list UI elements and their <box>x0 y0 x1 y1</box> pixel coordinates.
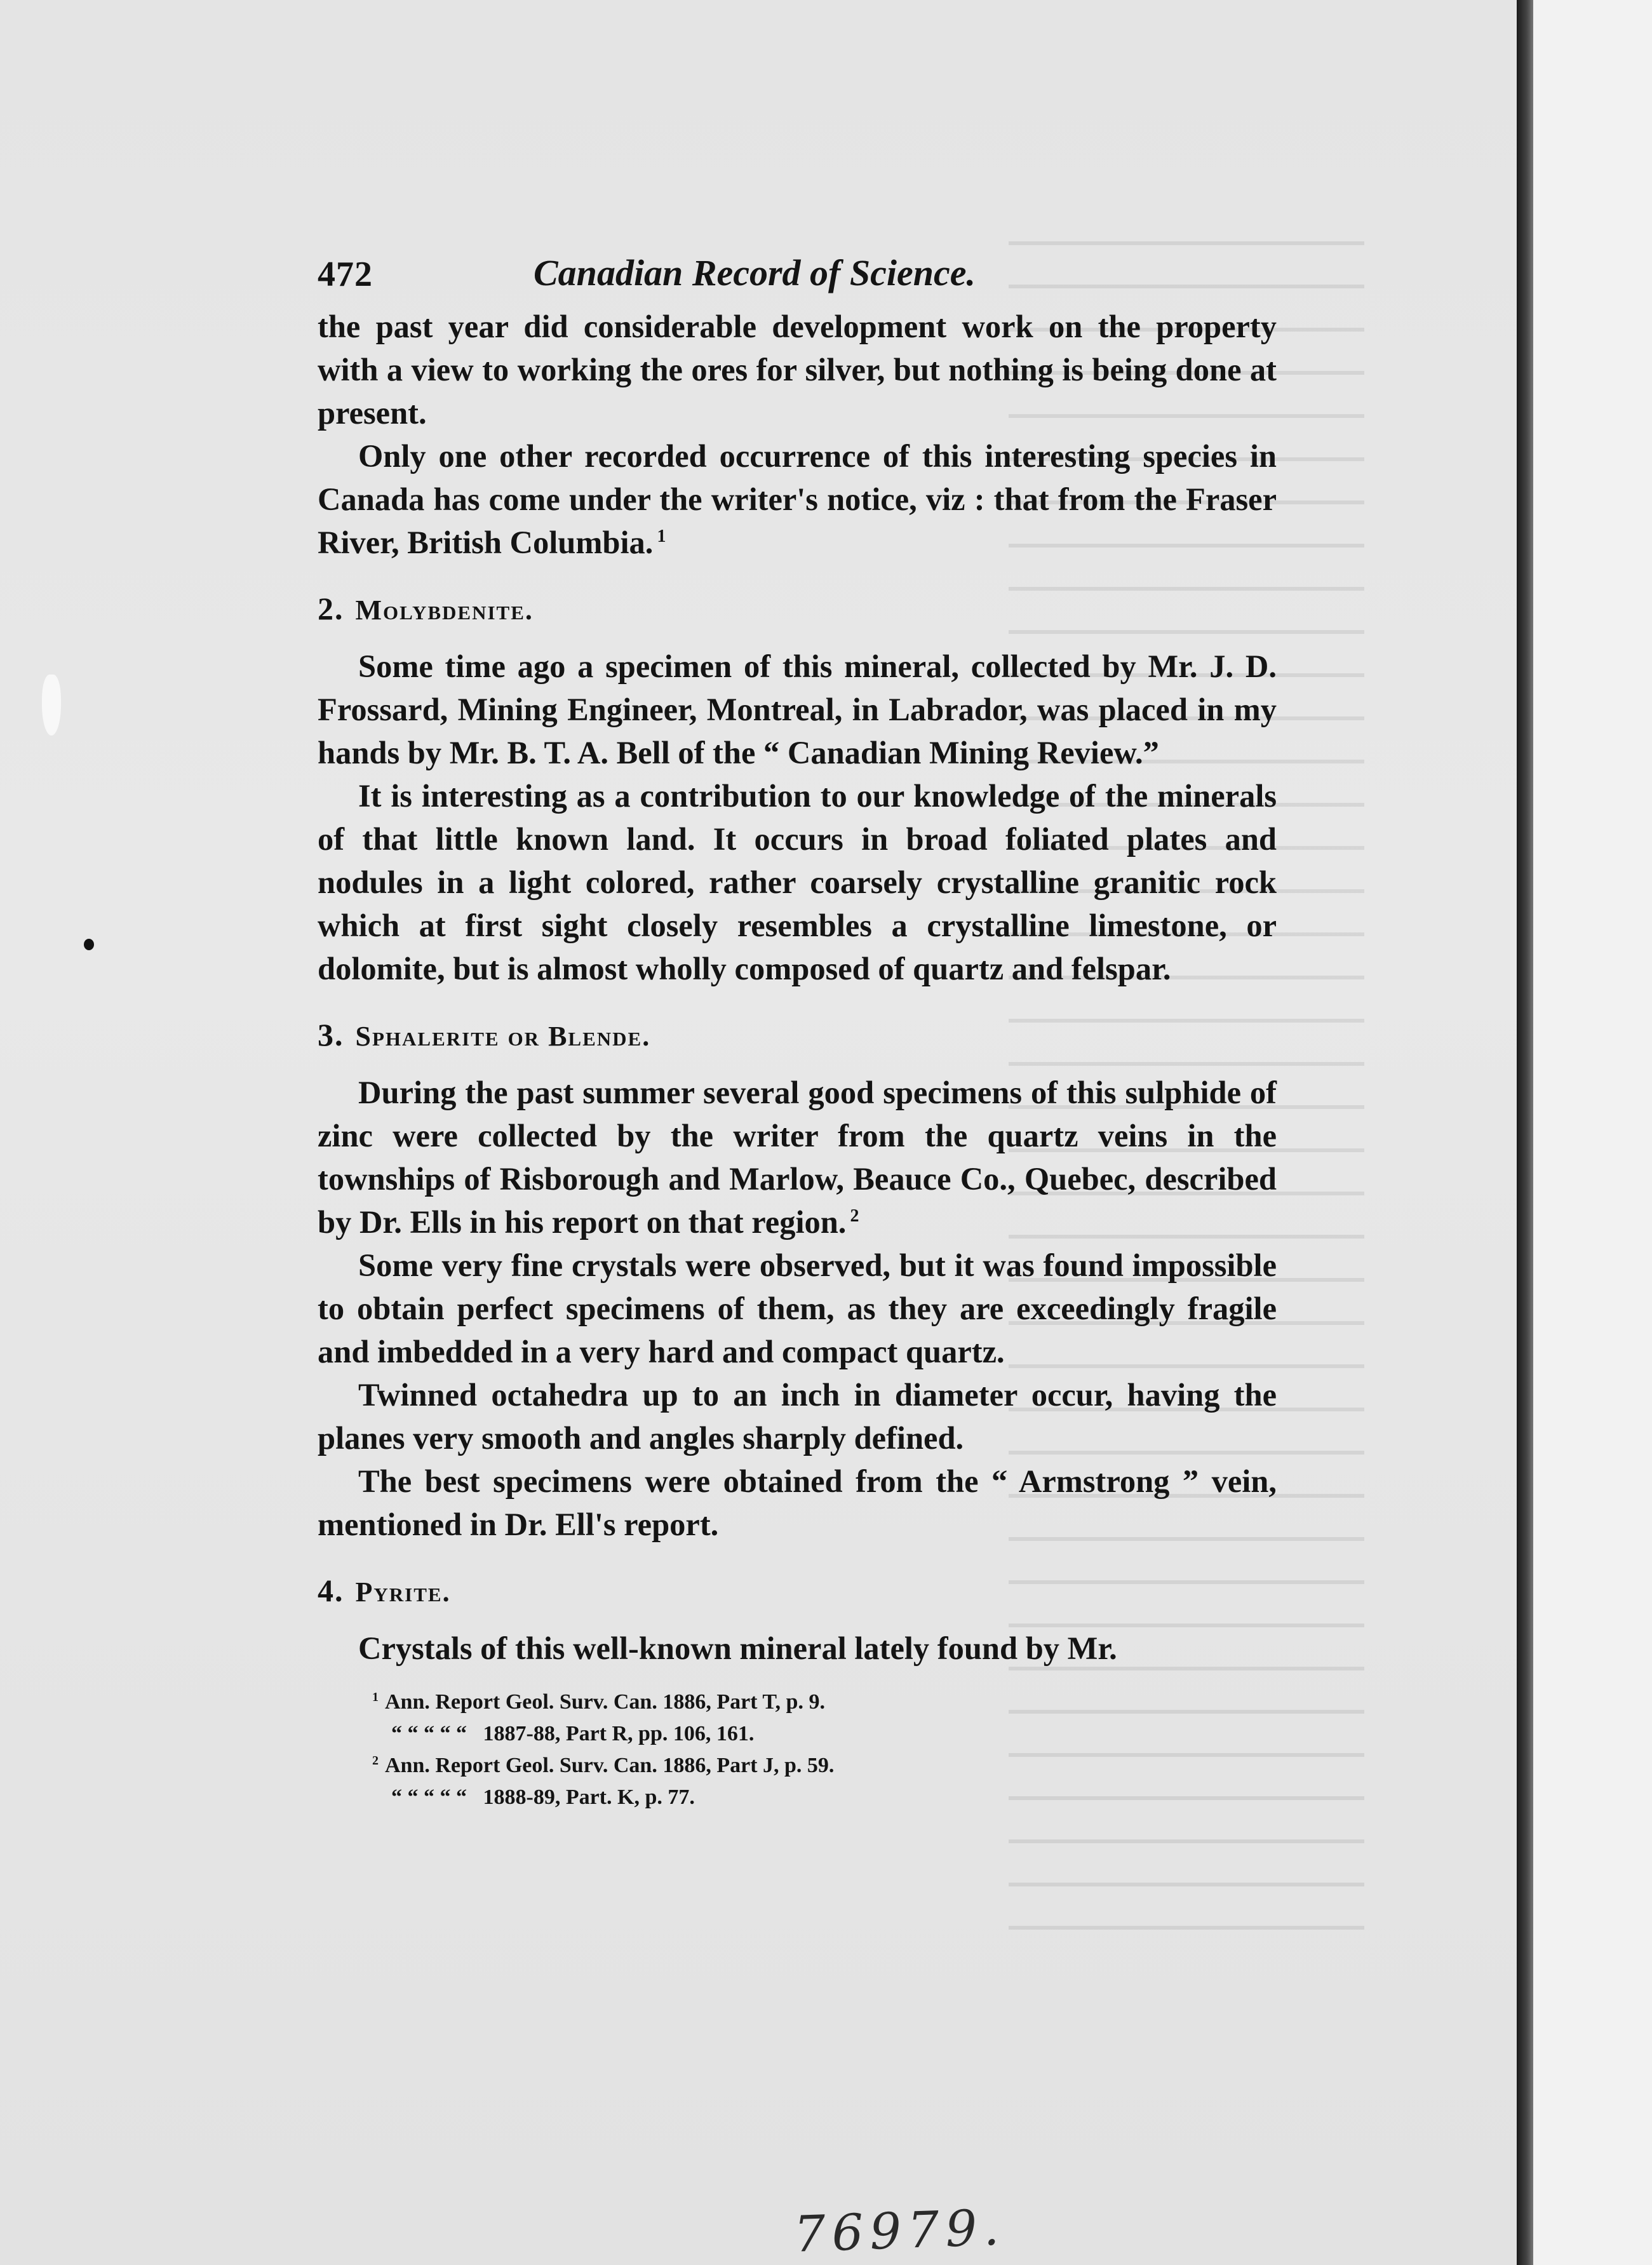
footnote-mark: 2 <box>372 1753 379 1768</box>
section-heading-molybdenite <box>318 587 1277 632</box>
footnote <box>368 1782 1277 1813</box>
section-heading-sphalerite <box>318 1013 1277 1058</box>
paragraph <box>318 1071 1277 1244</box>
paragraph <box>318 645 1277 774</box>
paragraph-text: Only one other recorded occurrence of this interesting species in Canada has come under the writer's notice, viz : that from the Fraser River, British Columbia. <box>318 438 1277 560</box>
paragraph <box>318 774 1277 990</box>
paragraph <box>318 1244 1277 1373</box>
footnote-text: 1887-88, Part R, pp. 106, 161. <box>483 1722 755 1745</box>
footnote-ref: 1 <box>657 527 666 547</box>
footnote-text: 1888-89, Part. K, p. 77. <box>483 1785 695 1809</box>
paragraph <box>318 1627 1277 1670</box>
paragraph-text: Some very fine crystals were observed, but it was found impossible to obtain perfect specimens of them, as they are exceedingly fragile and imbedded in a very hard and compact quartz. <box>318 1247 1277 1369</box>
document-page <box>318 248 1277 1813</box>
running-header <box>318 248 1277 305</box>
footnote <box>368 1750 1277 1782</box>
ditto-marks: “ “ “ “ “ <box>391 1722 467 1745</box>
footnote <box>368 1686 1277 1718</box>
paragraph-text: Twinned octahedra up to an inch in diameter occur, having the planes very smooth and angles sharply defined. <box>318 1377 1277 1456</box>
ditto-marks: “ “ “ “ “ <box>391 1785 467 1809</box>
footnote-text: Ann. Report Geol. Surv. Can. 1886, Part J, p. 59. <box>385 1754 835 1777</box>
section-number: 4. <box>318 1573 344 1608</box>
paragraph-text: During the past summer several good specimens of this sulphide of zinc were collected by the writer from the quartz veins in the townships of Risborough and Marlow, Beauce Co., Quebec, described by Dr. Ells in his report on that region. <box>318 1075 1277 1240</box>
section-heading-pyrite <box>318 1569 1277 1614</box>
footnote-text: Ann. Report Geol. Surv. Can. 1886, Part T, p. 9. <box>385 1690 825 1714</box>
footnote <box>368 1718 1277 1750</box>
page-gutter <box>1517 0 1533 2265</box>
footnotes <box>318 1686 1277 1813</box>
adjacent-page-edge <box>1533 0 1652 2265</box>
paragraph-text: the past year did considerable development work on the property with a view to working the ores for silver, but nothing is being done at present. <box>318 309 1277 431</box>
footnote-ref: 2 <box>850 1206 859 1227</box>
section-title: Sphalerite or Blende. <box>355 1021 651 1052</box>
paragraph <box>318 1373 1277 1460</box>
ink-speck <box>84 939 94 950</box>
section-title: Molybdenite. <box>355 595 534 626</box>
section-number: 3. <box>318 1017 344 1052</box>
page-number: 472 <box>318 255 373 294</box>
handwritten-catalog-number: 76979. <box>793 2199 1007 2264</box>
paragraph-text: It is interesting as a contribution to our knowledge of the minerals of that little known land. It occurs in broad foliated plates and nodules in a light colored, rather coarsely crystalline granitic rock which at first sight closely resembles a crystalline limestone, or dolomite, but is almost wholly composed of quartz and felspar. <box>318 778 1277 986</box>
paragraph-text: Some time ago a specimen of this mineral, collected by Mr. J. D. Frossard, Mining Engineer, Montreal, in Labrador, was placed in my hands by Mr. B. T. A. Bell of the “ Canadian Mining Review.” <box>318 649 1277 770</box>
journal-title: Canadian Record of Science. <box>534 252 976 293</box>
section-title: Pyrite. <box>355 1576 451 1608</box>
paragraph-text: The best specimens were obtained from the “ Armstrong ” vein, mentioned in Dr. Ell's report. <box>318 1463 1277 1542</box>
paper-mark <box>42 675 61 736</box>
continued-paragraph <box>318 305 1277 434</box>
footnote-mark: 1 <box>372 1690 379 1704</box>
paragraph <box>318 1460 1277 1546</box>
section-number: 2. <box>318 591 344 626</box>
paragraph-text: Crystals of this well-known mineral lately found by Mr. <box>358 1630 1117 1666</box>
paragraph <box>318 434 1277 564</box>
